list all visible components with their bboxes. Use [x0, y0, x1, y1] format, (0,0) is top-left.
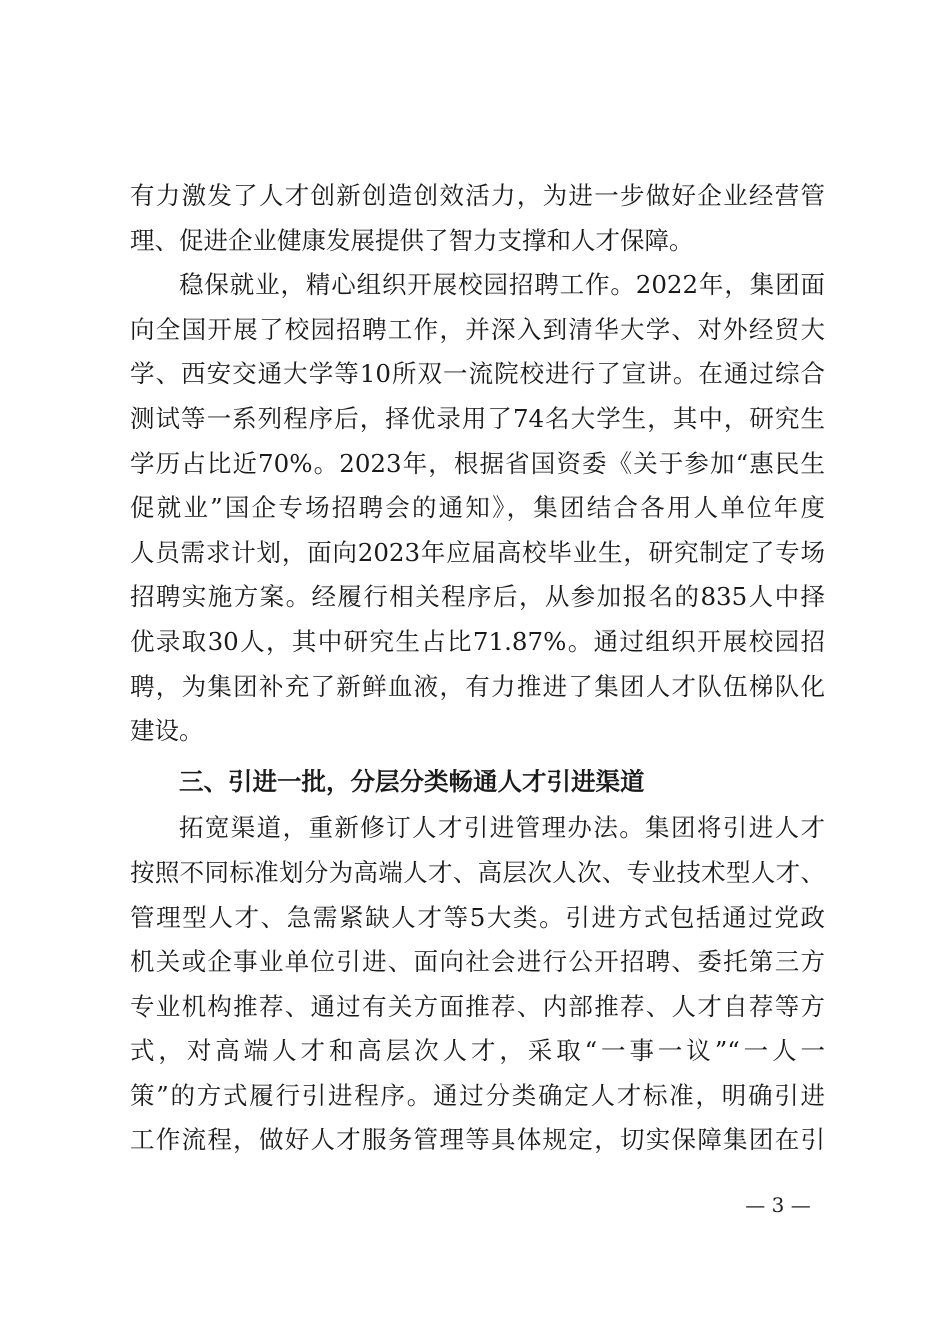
- body-text: [130, 174, 825, 1163]
- text-line-2: 理、促进企业健康发展提供了智力支撑和人才保障。: [130, 225, 694, 255]
- text-line-16: 按照不同标准划分为高端人才、高层次人次、专业技术型人才、: [130, 857, 825, 887]
- text-line-19: 专业机构推荐、通过有关方面推荐、内部推荐、人才自荐等方: [130, 991, 825, 1021]
- text-line-11: 优录取30人，其中研究生占比71.87%。通过组织开展校园招: [130, 626, 825, 656]
- text-line-10: 招聘实施方案。经履行相关程序后，从参加报名的835人中择: [130, 582, 825, 612]
- text-line-21: 策”的方式履行引进程序。通过分类确定人才标准，明确引进: [130, 1080, 825, 1110]
- text-line-4: 向全国开展了校园招聘工作，并深入到清华大学、对外经贸大: [130, 314, 825, 344]
- text-line-1: 有力激发了人才创新创造创效活力，为进一步做好企业经营管: [130, 181, 825, 210]
- text-line-6: 测试等一系列程序后，择优录用了74名大学生，其中，研究生: [130, 403, 825, 433]
- paragraph-start-line: 稳保就业，精心组织开展校园招聘工作。2022年，集团面: [179, 270, 825, 300]
- text-line-12: 聘，为集团补充了新鲜血液，有力推进了集团人才队伍梯队化: [130, 671, 825, 701]
- text-line-13: 建设。: [130, 716, 204, 746]
- text-line-5: 学、西安交通大学等10所双一流院校进行了宣讲。在通过综合: [130, 359, 825, 389]
- text-line-18: 机关或企事业单位引进、面向社会进行公开招聘、委托第三方: [130, 947, 825, 977]
- text-line-22: 工作流程，做好人才服务管理等具体规定，切实保障集团在引: [130, 1125, 825, 1155]
- section-heading: 三、引进一批，分层分类畅通人才引进渠道: [179, 766, 645, 796]
- paragraph-start-line: 拓宽渠道，重新修订人才引进管理办法。集团将引进人才: [179, 813, 825, 843]
- text-line-8: 促就业”国企专场招聘会的通知》，集团结合各用人单位年度: [130, 493, 825, 523]
- text-line-20: 式，对高端人才和高层次人才，采取“一事一议”“一人一: [130, 1036, 825, 1066]
- page-number: — 3 —: [745, 1193, 811, 1217]
- text-line-7: 学历占比近70%。2023年，根据省国资委《关于参加“惠民生: [130, 448, 825, 478]
- text-line-17: 管理型人才、急需紧缺人才等5大类。引进方式包括通过党政: [130, 902, 825, 932]
- text-line-9: 人员需求计划，面向2023年应届高校毕业生，研究制定了专场: [130, 537, 825, 567]
